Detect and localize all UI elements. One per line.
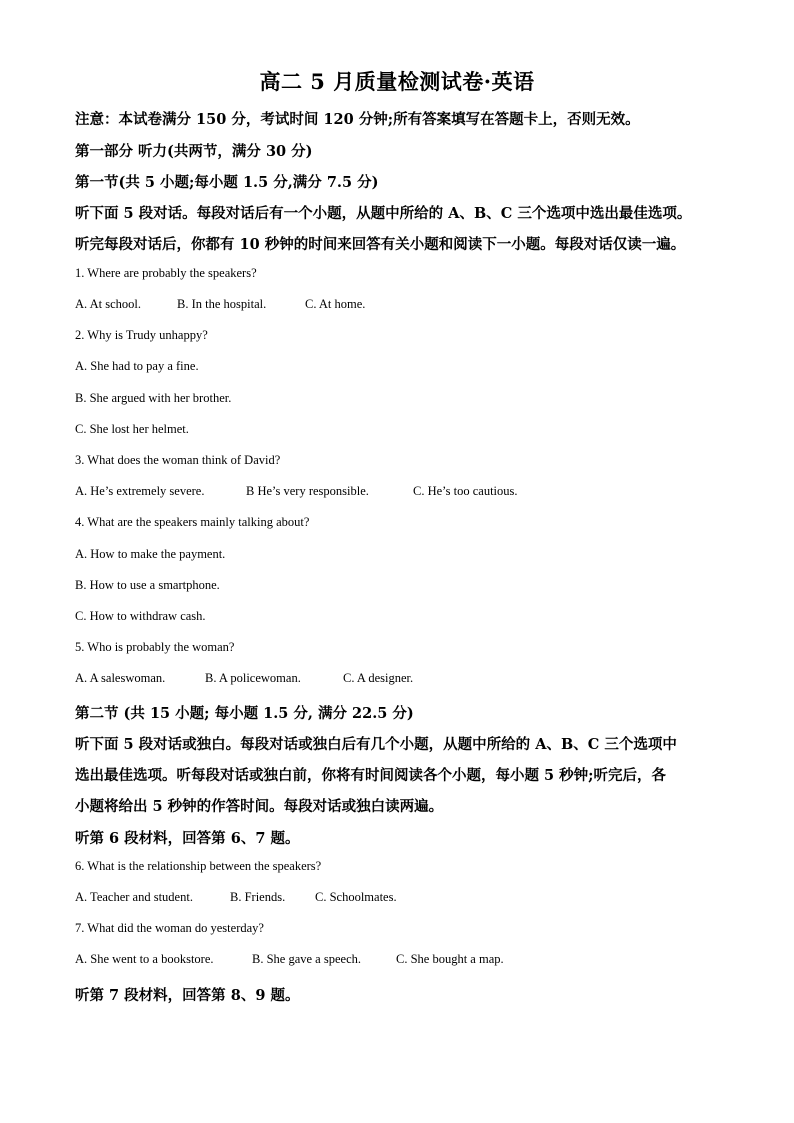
option: B. She argued with her brother. <box>75 391 232 405</box>
section2-instruction-line: 小题将给出 5 秒钟的作答时间。每段对话或独白读两遍。 <box>75 798 444 815</box>
option: A. How to make the payment. <box>75 547 226 561</box>
options-q5 <box>75 671 413 686</box>
material-6-heading: 听第 6 段材料，回答第 6、7 题。 <box>75 830 300 847</box>
option: C. He’s too cautious. <box>413 484 518 498</box>
option: C. At home. <box>305 297 366 311</box>
options-q3 <box>75 484 518 499</box>
option: A. Teacher and student. <box>75 890 193 904</box>
question-7: 7. What did the woman do yesterday? <box>75 921 264 935</box>
section1-heading: 第一节(共 5 小题;每小题 1.5 分,满分 7.5 分) <box>75 174 379 191</box>
option: B. Friends. <box>230 890 286 904</box>
option: A. A saleswoman. <box>75 671 166 685</box>
question-3: 3. What does the woman think of David? <box>75 453 281 467</box>
option: C. She lost her helmet. <box>75 422 189 436</box>
option: A. She went to a bookstore. <box>75 952 214 966</box>
material-7-heading: 听第 7 段材料，回答第 8、9 题。 <box>75 987 300 1004</box>
option: C. Schoolmates. <box>315 890 397 904</box>
question-6: 6. What is the relationship between the speakers? <box>75 859 322 873</box>
option: C. A designer. <box>343 671 414 685</box>
section2-instruction-line: 选出最佳选项。听每段对话或独白前，你将有时间阅读各个小题，每小题 5 秒钟;听完后，各 <box>75 767 667 784</box>
question-1: 1. Where are probably the speakers? <box>75 266 257 280</box>
section1-instruction-line: 听下面 5 段对话。每段对话后有一个小题，从题中所给的 A、B、C 三个选项中选出最佳选项。 <box>75 205 692 222</box>
option: A. At school. <box>75 297 141 311</box>
section1-instruction-line: 听完每段对话后，你都有 10 秒钟的时间来回答有关小题和阅读下一小题。每段对话仅读一遍。 <box>75 236 686 253</box>
option: B. She gave a speech. <box>252 952 361 966</box>
section2-heading: 第二节 (共 15 小题; 每小题 1.5 分, 满分 22.5 分) <box>75 705 414 722</box>
option: B. How to use a smartphone. <box>75 578 220 592</box>
option: B. A policewoman. <box>205 671 301 685</box>
option: A. He’s extremely severe. <box>75 484 205 498</box>
option: C. How to withdraw cash. <box>75 609 206 623</box>
options-q7 <box>75 952 504 967</box>
option: B. In the hospital. <box>177 297 267 311</box>
options-q6 <box>75 890 397 905</box>
question-4: 4. What are the speakers mainly talking about? <box>75 515 310 529</box>
option: B He’s very responsible. <box>246 484 369 498</box>
notice: 注意：本试卷满分 150 分，考试时间 120 分钟;所有答案填写在答题卡上，否则无效。 <box>75 111 640 128</box>
option: C. She bought a map. <box>396 952 504 966</box>
page-title: 高二 5 月质量检测试卷·英语 <box>259 69 535 94</box>
part1-heading: 第一部分 听力(共两节，满分 30 分) <box>75 143 313 160</box>
option: A. She had to pay a fine. <box>75 359 199 373</box>
options-q1 <box>75 297 365 312</box>
question-2: 2. Why is Trudy unhappy? <box>75 328 208 342</box>
section2-instruction-line: 听下面 5 段对话或独白。每段对话或独白后有几个小题，从题中所给的 A、B、C 三个选项中 <box>75 736 677 753</box>
question-5: 5. Who is probably the woman? <box>75 640 235 654</box>
